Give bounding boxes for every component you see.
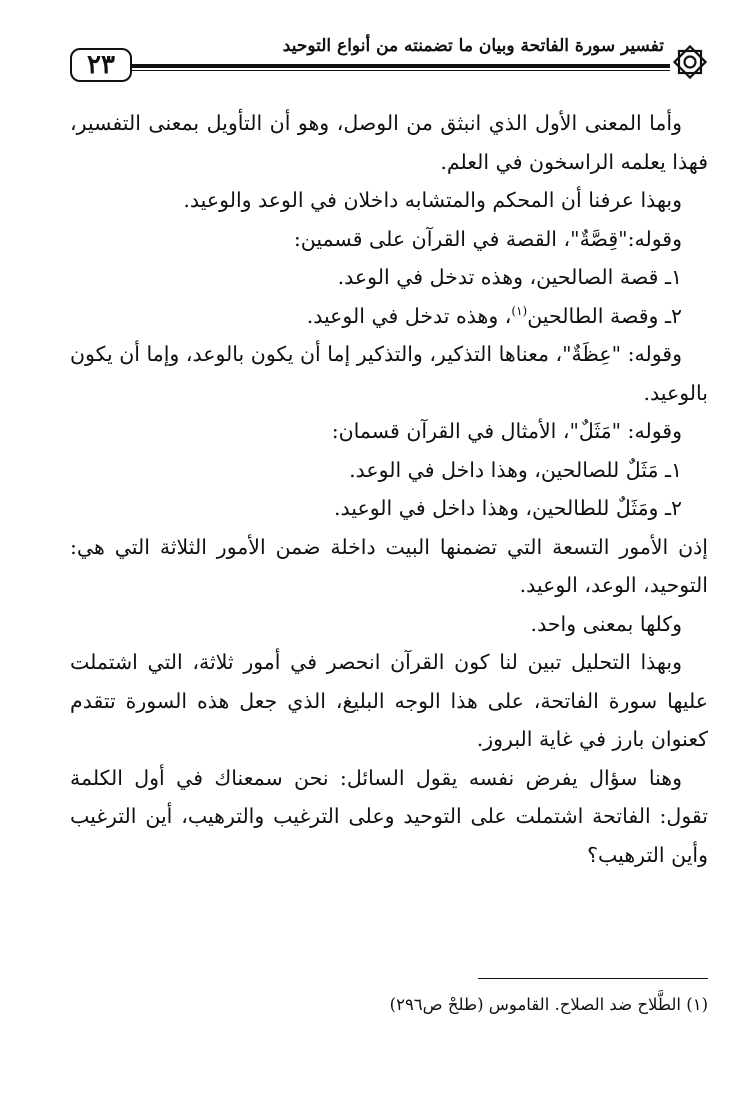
header-rule-thin — [132, 70, 670, 71]
footnote-separator — [478, 978, 708, 979]
header-rule — [132, 64, 670, 68]
paragraph: وهنا سؤال يفرض نفسه يقول السائل: نحن سمعناك في أول الكلمة تقول: الفاتحة اشتملت على التوحيد وعلى الترغيب والترهيب، أين الترغيب وأين الترهيب؟ — [70, 765, 708, 867]
list-item: ٢ـ ومَثَلٌ للطالحين، وهذا داخل في الوعيد. — [334, 496, 682, 520]
paragraph: وقوله:"قِصَّةٌ"، القصة في القرآن على قسمين: — [293, 226, 682, 251]
running-title: تفسير سورة الفاتحة وبيان ما تضمنته من أنواع التوحيد — [282, 36, 664, 56]
paragraph: وأما المعنى الأول الذي انبثق من الوصل، وهو أن التأويل بمعنى التفسير، فهذا يعلمه الراسخون في العلم. — [70, 111, 708, 174]
paragraph: وكلها بمعنى واحد. — [530, 611, 682, 636]
paragraph: وقوله: "عِظَةٌ"، معناها التذكير، والتذكير إما أن يكون بالوعد، وإما أن يكون بالوعيد. — [70, 342, 708, 405]
paragraph: وبهذا عرفنا أن المحكم والمتشابه داخلان في الوعد والوعيد. — [183, 188, 682, 212]
paragraph: إذن الأمور التسعة التي تضمنها البيت داخلة ضمن الأمور الثلاثة التي هي: التوحيد، الوعد، الوعيد. — [70, 534, 708, 597]
list-item-with-footnote — [70, 297, 708, 336]
ornament-icon — [670, 42, 710, 82]
page-header — [70, 34, 710, 84]
footnote-marker: (١) — [511, 303, 528, 318]
page-number: ٢٣ — [70, 48, 132, 82]
list-item: ١ـ قصة الصالحين، وهذه تدخل في الوعد. — [337, 265, 682, 289]
body-text — [70, 104, 708, 874]
list-item-text-tail: ، وهذه تدخل في الوعيد. — [306, 303, 512, 328]
list-item-text: ٢ـ وقصة الطالحين — [527, 303, 682, 328]
footnote: (١) الطَّلاح ضد الصلاح. القاموس (طلحْ ص٢٩٦) — [389, 995, 708, 1014]
list-item: ١ـ مَثَلٌ للصالحين، وهذا داخل في الوعد. — [349, 457, 682, 482]
paragraph: وقوله: "مَثَلٌ"، الأمثال في القرآن قسمان: — [331, 419, 682, 443]
paragraph: وبهذا التحليل تبين لنا كون القرآن انحصر في أمور ثلاثة، التي اشتملت عليها سورة الفاتحة، على هذا الوجه البليغ، الذي جعل هذه السورة تتقدم كعنوان بارز في غاية البروز. — [70, 650, 708, 751]
